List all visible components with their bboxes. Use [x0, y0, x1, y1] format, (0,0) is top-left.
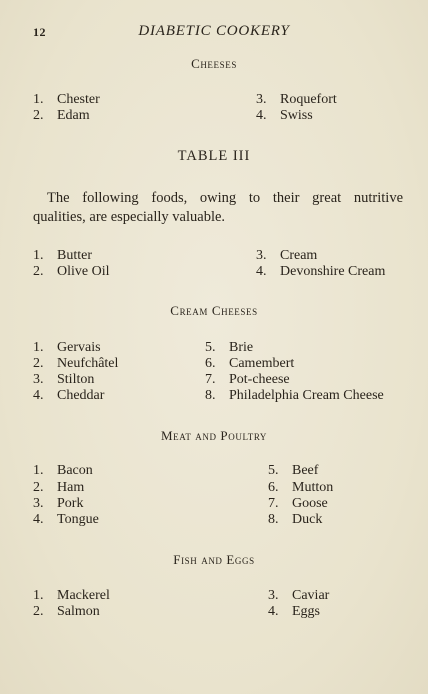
item-label: Cheddar — [57, 388, 105, 403]
list-item — [33, 264, 110, 280]
item-label: Eggs — [292, 604, 320, 619]
list-item — [256, 92, 337, 108]
list-item — [268, 588, 329, 604]
list-item — [33, 108, 90, 124]
list-item — [205, 340, 253, 356]
item-number: 3. — [33, 372, 44, 387]
item-number: 1. — [33, 248, 44, 263]
item-label: Butter — [57, 248, 92, 263]
item-number: 3. — [256, 92, 267, 107]
item-label: Caviar — [292, 588, 330, 603]
item-number: 2. — [33, 480, 44, 495]
list-item — [33, 496, 83, 512]
item-number: 6. — [205, 356, 216, 371]
paragraph-line: qualities, are especially valuable. — [33, 209, 226, 225]
list-item — [268, 496, 328, 512]
item-number: 4. — [33, 388, 44, 403]
item-label: Cream — [280, 248, 318, 263]
item-label: Swiss — [280, 108, 313, 123]
list-item — [33, 588, 110, 604]
item-number: 8. — [268, 512, 279, 527]
list-item — [33, 356, 118, 372]
table-heading: TABLE III — [177, 148, 251, 164]
item-number: 4. — [256, 108, 267, 123]
list-item — [268, 463, 318, 479]
list-item — [33, 372, 94, 388]
section-heading-cream-cheeses: Cream Cheeses — [170, 303, 258, 318]
item-label: Ham — [57, 480, 85, 495]
list-item — [268, 512, 322, 528]
list-item — [33, 92, 100, 108]
intro-paragraph — [33, 189, 403, 227]
item-label: Stilton — [57, 372, 95, 387]
item-label: Gervais — [57, 340, 101, 355]
item-label: Roquefort — [280, 92, 337, 107]
list-item — [205, 356, 294, 372]
item-number: 6. — [268, 480, 279, 495]
list-item — [205, 388, 384, 404]
item-number: 2. — [33, 604, 44, 619]
item-number: 8. — [205, 388, 216, 403]
page-number: 12 — [33, 25, 46, 39]
item-number: 2. — [33, 356, 44, 371]
item-label: Duck — [292, 512, 323, 527]
item-label: Pot-cheese — [229, 372, 290, 387]
item-number: 5. — [268, 463, 279, 478]
list-item — [256, 248, 317, 264]
item-number: 7. — [205, 372, 216, 387]
list-item — [33, 463, 93, 479]
running-head: DIABETIC COOKERY — [138, 23, 290, 39]
paragraph-line: The following foods, owing to their great nutritive — [47, 190, 403, 206]
item-number: 1. — [33, 92, 44, 107]
item-number: 5. — [205, 340, 216, 355]
list-item — [33, 512, 99, 528]
item-number: 4. — [256, 264, 267, 279]
item-number: 3. — [268, 588, 279, 603]
item-number: 3. — [256, 248, 267, 263]
list-item — [256, 108, 313, 124]
item-label: Camembert — [229, 356, 295, 371]
item-number: 1. — [33, 463, 44, 478]
item-label: Brie — [229, 340, 254, 355]
item-number: 1. — [33, 340, 44, 355]
item-number: 3. — [33, 496, 44, 511]
list-item — [268, 604, 320, 620]
list-item — [33, 340, 101, 356]
item-number: 2. — [33, 108, 44, 123]
item-label: Pork — [57, 496, 84, 511]
item-label: Tongue — [57, 512, 99, 527]
list-item — [256, 264, 385, 280]
item-label: Chester — [57, 92, 100, 107]
section-heading-fish-eggs: Fish and Eggs — [173, 552, 255, 567]
item-label: Beef — [292, 463, 319, 478]
section-heading-cheeses: Cheeses — [191, 56, 237, 71]
item-label: Bacon — [57, 463, 93, 478]
item-label: Mutton — [292, 480, 334, 495]
item-number: 1. — [33, 588, 44, 603]
item-label: Olive Oil — [57, 264, 110, 279]
list-item — [268, 480, 333, 496]
item-label: Edam — [57, 108, 90, 123]
list-item — [33, 388, 104, 404]
list-item — [33, 480, 84, 496]
item-label: Salmon — [57, 604, 100, 619]
section-heading-meat-poultry: Meat and Poultry — [160, 428, 268, 443]
item-label: Mackerel — [57, 588, 110, 603]
item-label: Devonshire Cream — [280, 264, 386, 279]
item-label: Neufchâtel — [57, 356, 119, 371]
item-label: Goose — [292, 496, 328, 511]
item-number: 2. — [33, 264, 44, 279]
list-item — [33, 604, 100, 620]
item-number: 7. — [268, 496, 279, 511]
list-item — [205, 372, 290, 388]
list-item — [33, 248, 92, 264]
item-number: 4. — [33, 512, 44, 527]
item-label: Philadelphia Cream Cheese — [229, 388, 384, 403]
item-number: 4. — [268, 604, 279, 619]
